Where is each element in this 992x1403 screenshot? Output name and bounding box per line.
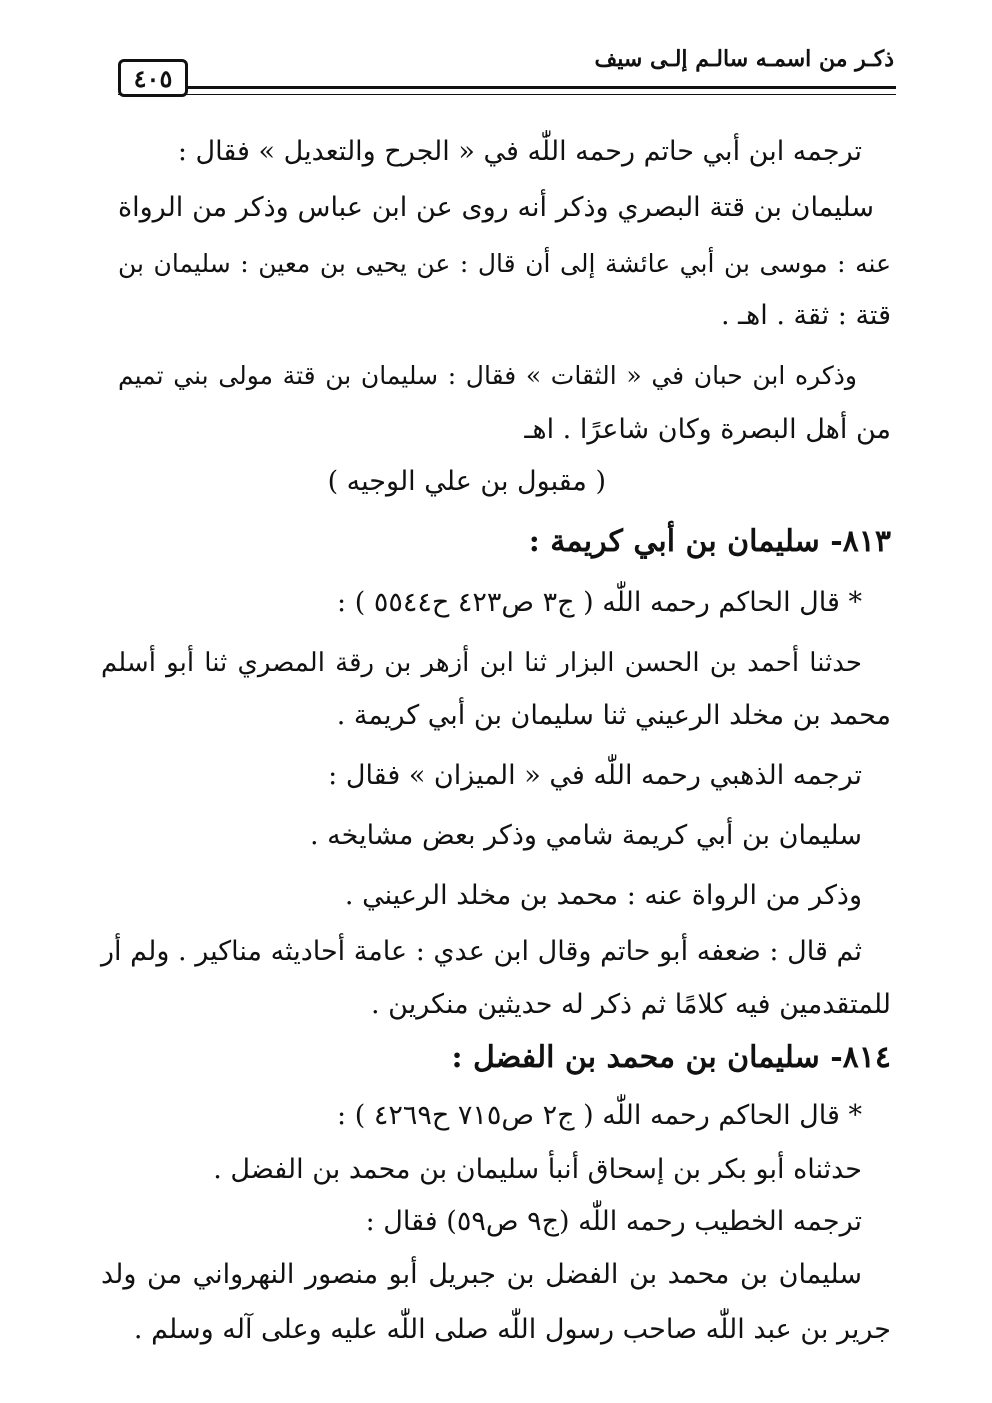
text-line: ترجمه الخطيب رحمه اللّٰه (ج٩ ص٥٩) فقال : xyxy=(365,1206,862,1237)
text-line: ترجمه ابن أبي حاتم رحمه اللّٰه في « الجرح والتعديل » فقال : xyxy=(177,136,862,167)
text-line: وذكر من الرواة عنه : محمد بن مخلد الرعيني . xyxy=(344,880,862,911)
text-line: جرير بن عبد اللّٰه صاحب رسول اللّٰه صلى اللّٰه عليه وعلى آله وسلم . xyxy=(133,1314,891,1345)
author-signature: ( مقبول بن علي الوجيه ) xyxy=(327,466,606,497)
text-line: * قال الحاكم رحمه اللّٰه ( ج٣ ص٤٢٣ ح٥٥٤٤ ) : xyxy=(337,587,862,618)
header-rule-thick xyxy=(186,86,896,89)
entry-heading: ٨١٣- سليمان بن أبي كريمة : xyxy=(528,524,891,559)
text-line: للمتقدمين فيه كلامًا ثم ذكر له حديثين منكرين . xyxy=(370,989,891,1020)
text-line: ثم قال : ضعفه أبو حاتم وقال ابن عدي : عامة أحاديثه مناكير . ولم أر xyxy=(101,936,862,967)
header-rule-thin xyxy=(118,94,896,95)
text-line: وذكره ابن حبان في « الثقات » فقال : سليمان بن قتة مولى بني تميم xyxy=(118,361,857,390)
text-line: سليمان بن أبي كريمة شامي وذكر بعض مشايخه . xyxy=(310,820,862,851)
text-line: سليمان بن قتة البصري وذكر أنه روى عن ابن عباس وذكر من الرواة xyxy=(118,192,874,223)
text-line: * قال الحاكم رحمه اللّٰه ( ج٢ ص٧١٥ ح٤٢٦٩ ) : xyxy=(337,1100,862,1131)
entry-heading: ٨١٤- سليمان بن محمد بن الفضل : xyxy=(451,1040,891,1075)
text-line: من أهل البصرة وكان شاعرًا . اهـ xyxy=(524,414,891,445)
text-line: محمد بن مخلد الرعيني ثنا سليمان بن أبي كريمة . xyxy=(336,700,891,731)
text-line: حدثناه أبو بكر بن إسحاق أنبأ سليمان بن محمد بن الفضل . xyxy=(213,1154,862,1185)
text-line: ترجمه الذهبي رحمه اللّٰه في « الميزان » فقال : xyxy=(328,760,862,791)
text-line: قتة : ثقة . اهـ . xyxy=(720,300,891,331)
text-line: عنه : موسى بن أبي عائشة إلى أن قال : عن يحيى بن معين : سليمان بن xyxy=(118,249,891,278)
text-line: حدثنا أحمد بن الحسن البزار ثنا ابن أزهر بن رقة المصري ثنا أبو أسلم xyxy=(101,648,862,678)
running-title: ذكـر من اسمـه سالـم إلـى سيف xyxy=(594,46,894,72)
page-number: ٤٠٥ xyxy=(118,59,188,97)
text-line: سليمان بن محمد بن الفضل بن جبريل أبو منصور النهرواني من ولد xyxy=(101,1259,862,1290)
